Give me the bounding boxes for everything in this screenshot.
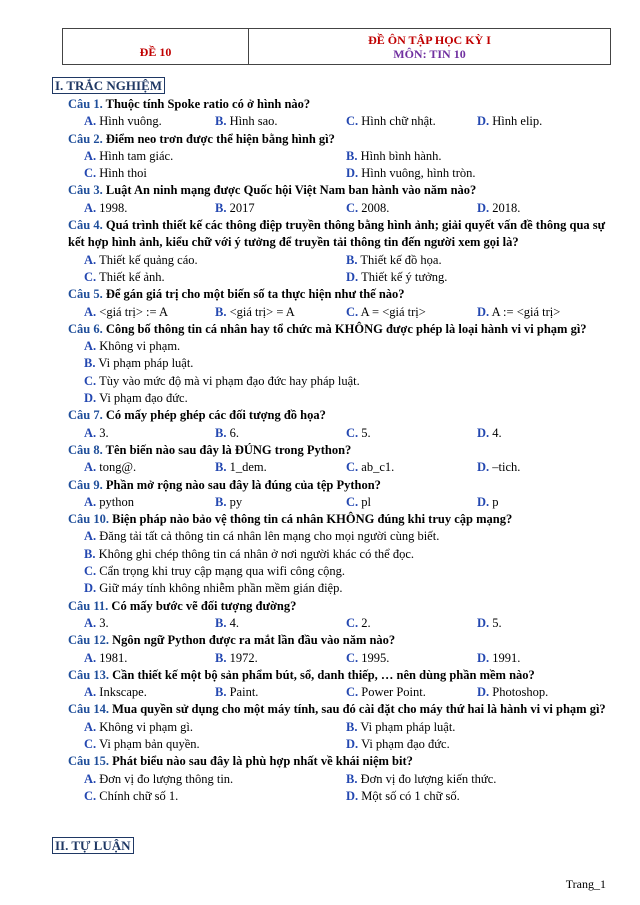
answer-option[interactable] <box>346 788 608 805</box>
answer-option[interactable] <box>84 338 608 355</box>
option-letter: D. <box>477 425 490 440</box>
answer-option[interactable] <box>346 615 477 632</box>
option-text: Đăng tải tất cả thông tin cá nhân lên mạng cho mọi người cùng biết. <box>99 529 440 544</box>
option-text: –tich. <box>492 460 521 475</box>
option-text: 4. <box>229 615 239 630</box>
answer-option[interactable] <box>346 304 477 321</box>
option-letter: B. <box>215 425 227 440</box>
option-text: 5. <box>361 425 371 440</box>
option-text: Chính chữ số 1. <box>99 788 179 803</box>
answer-option[interactable] <box>84 165 346 182</box>
option-letter: B. <box>346 771 358 786</box>
answer-option[interactable] <box>346 650 477 667</box>
option-letter: B. <box>215 304 227 319</box>
question-number: Câu 11. <box>68 598 109 613</box>
option-text: Thiết kế ý tưởng. <box>361 269 448 284</box>
option-letter: C. <box>346 200 359 215</box>
question-text: Điểm neo trơn được thể hiện bằng hình gì? <box>105 131 335 146</box>
answer-row <box>68 148 608 165</box>
option-text: Thiết kế ảnh. <box>99 269 165 284</box>
answer-option[interactable] <box>84 580 608 597</box>
answer-option[interactable] <box>215 200 346 217</box>
option-letter: B. <box>346 252 358 267</box>
option-letter: B. <box>346 148 358 163</box>
answer-row <box>68 580 608 597</box>
option-letter: D. <box>346 736 359 751</box>
exam-title: ĐỀ ÔN TẬP HỌC KỲ I <box>368 32 491 47</box>
option-text: tong@. <box>99 460 137 475</box>
option-text: 2018. <box>492 200 521 215</box>
option-letter: B. <box>215 494 227 509</box>
option-letter: B. <box>84 546 96 561</box>
answer-option[interactable] <box>477 494 608 511</box>
answer-row <box>68 788 608 805</box>
option-text: Paint. <box>229 685 259 700</box>
question-number: Câu 4. <box>68 218 103 233</box>
option-letter: D. <box>477 615 490 630</box>
option-letter: D. <box>477 460 490 475</box>
exam-code: ĐỀ 10 <box>63 29 249 64</box>
question-stem <box>68 321 608 338</box>
option-letter: C. <box>346 650 359 665</box>
option-text: Hình sao. <box>229 114 278 129</box>
answer-option[interactable] <box>215 459 346 476</box>
answer-row <box>68 494 608 511</box>
answer-option[interactable] <box>84 269 346 286</box>
option-letter: A. <box>84 252 97 267</box>
answer-option[interactable] <box>346 736 608 753</box>
option-text: Vi phạm bản quyền. <box>99 736 200 751</box>
answer-option[interactable] <box>215 650 346 667</box>
option-letter: A. <box>84 148 97 163</box>
option-text: Hình vuông, hình tròn. <box>361 166 476 181</box>
option-text: 1_dem. <box>229 460 267 475</box>
answer-option[interactable] <box>477 459 608 476</box>
question-text: Biện pháp nào bảo vệ thông tin cá nhân KHÔNG đúng khi truy cập mạng? <box>112 512 513 527</box>
option-text: 6. <box>229 425 239 440</box>
answer-option[interactable] <box>84 719 346 736</box>
question-text: Có mấy phép ghép các đối tượng đồ họa? <box>105 408 326 423</box>
question-text: Có mấy bước vẽ đối tượng đường? <box>111 598 297 613</box>
question-number: Câu 9. <box>68 477 103 492</box>
exam-subject: MÔN: TIN 10 <box>393 46 466 61</box>
answer-option[interactable] <box>84 200 215 217</box>
answer-option[interactable] <box>84 528 608 545</box>
answer-row <box>68 771 608 788</box>
answer-row <box>68 736 608 753</box>
question-number: Câu 8. <box>68 442 103 457</box>
option-text: ab_c1. <box>361 460 395 475</box>
answer-option[interactable] <box>84 771 346 788</box>
answer-option[interactable] <box>477 650 608 667</box>
page-number: Trang_1 <box>565 877 606 891</box>
option-text: Power Point. <box>361 685 426 700</box>
answer-option[interactable] <box>84 650 215 667</box>
question-number: Câu 1. <box>68 97 103 111</box>
option-letter: B. <box>215 114 227 129</box>
option-letter: C. <box>84 564 97 579</box>
question-text: Quá trình thiết kế các thông điệp truyền thông bằng hình ảnh; giải quyết vấn đề thông qua sự kết hợp hình ảnh, kiểu chữ với ý tưởng để truyền tải thông tin đến người xem gọi là? <box>68 218 606 250</box>
option-letter: D. <box>477 494 490 509</box>
answer-row <box>68 459 608 476</box>
option-letter: D. <box>346 269 359 284</box>
option-letter: C. <box>84 373 97 388</box>
option-letter: A. <box>84 339 97 354</box>
question-stem <box>68 701 608 718</box>
question-stem <box>68 511 608 528</box>
option-letter: A. <box>84 685 97 700</box>
question-stem <box>68 182 608 199</box>
answer-option[interactable] <box>346 771 608 788</box>
question-stem <box>68 407 608 424</box>
option-text: 3. <box>99 615 109 630</box>
answer-option[interactable] <box>84 546 608 563</box>
option-text: Hình chữ nhật. <box>361 114 436 129</box>
option-text: Vi phạm đạo đức. <box>99 391 188 406</box>
option-letter: C. <box>346 114 359 129</box>
answer-row <box>68 528 608 545</box>
answer-option[interactable] <box>346 252 608 269</box>
exam-title-block <box>249 29 610 64</box>
option-letter: C. <box>346 494 359 509</box>
answer-row <box>68 304 608 321</box>
answer-row <box>68 719 608 736</box>
question-stem <box>68 598 608 615</box>
option-letter: D. <box>477 650 490 665</box>
option-letter: B. <box>346 719 358 734</box>
answer-option[interactable] <box>346 719 608 736</box>
question-text: Luật An ninh mạng được Quốc hội Việt Nam ban hành vào năm nào? <box>105 183 477 198</box>
question-text: Thuộc tính Spoke ratio có ở hình nào? <box>105 97 311 111</box>
answer-row <box>68 355 608 372</box>
option-letter: A. <box>84 494 97 509</box>
question-number: Câu 10. <box>68 512 109 527</box>
answer-option[interactable] <box>477 615 608 632</box>
answer-option[interactable] <box>84 736 346 753</box>
answer-row <box>68 373 608 390</box>
answer-option[interactable] <box>84 563 608 580</box>
option-text: A = <giá trị> <box>360 304 426 319</box>
question-number: Câu 15. <box>68 754 109 769</box>
option-letter: D. <box>346 788 359 803</box>
answer-option[interactable] <box>84 148 346 165</box>
option-letter: B. <box>215 615 227 630</box>
answer-option[interactable] <box>84 615 215 632</box>
option-text: 2. <box>361 615 371 630</box>
option-text: <giá trị> := A <box>99 304 168 319</box>
answer-option[interactable] <box>477 200 608 217</box>
question-text: Phần mở rộng nào sau đây là đúng của tệp Python? <box>105 477 381 492</box>
answer-option[interactable] <box>215 304 346 321</box>
option-text: 1981. <box>99 650 128 665</box>
option-letter: D. <box>84 391 97 406</box>
option-text: Vi phạm pháp luật. <box>98 356 194 371</box>
answer-option[interactable] <box>84 373 608 390</box>
question-stem <box>68 217 608 252</box>
question-number: Câu 12. <box>68 633 109 648</box>
option-text: Vi phạm đạo đức. <box>361 736 450 751</box>
option-text: Không vi phạm. <box>99 339 181 354</box>
question-stem <box>68 667 608 684</box>
answer-row <box>68 338 608 355</box>
section-heading-essay: II. TỰ LUẬN <box>52 838 134 854</box>
answer-row <box>68 563 608 580</box>
option-letter: B. <box>215 200 227 215</box>
question-text: Để gán giá trị cho một biến số ta thực hiện như thế nào? <box>105 287 405 302</box>
exam-header-box <box>62 28 611 65</box>
option-text: Vi phạm pháp luật. <box>360 719 456 734</box>
answer-option[interactable] <box>346 459 477 476</box>
answer-option[interactable] <box>84 252 346 269</box>
option-letter: A. <box>84 114 97 129</box>
question-number: Câu 14. <box>68 702 109 717</box>
answer-option[interactable] <box>346 269 608 286</box>
option-text: 1995. <box>361 650 390 665</box>
question-number: Câu 3. <box>68 183 103 198</box>
answer-option[interactable] <box>346 494 477 511</box>
option-letter: A. <box>84 615 97 630</box>
option-text: 3. <box>99 425 109 440</box>
question-list <box>68 96 608 805</box>
option-text: 5. <box>492 615 502 630</box>
option-letter: A. <box>84 650 97 665</box>
answer-row <box>68 200 608 217</box>
option-letter: C. <box>346 460 359 475</box>
option-letter: D. <box>477 200 490 215</box>
answer-option[interactable] <box>215 113 346 130</box>
answer-option[interactable] <box>346 425 477 442</box>
option-letter: D. <box>477 114 490 129</box>
answer-option[interactable] <box>346 165 608 182</box>
option-letter: C. <box>346 615 359 630</box>
option-text: python <box>99 494 135 509</box>
question-stem <box>68 131 608 148</box>
option-text: <giá trị> = A <box>229 304 295 319</box>
question-text: Ngôn ngữ Python được ra mắt lần đầu vào năm nào? <box>112 633 396 648</box>
answer-option[interactable] <box>477 113 608 130</box>
answer-row <box>68 650 608 667</box>
question-stem <box>68 477 608 494</box>
option-letter: C. <box>84 269 97 284</box>
question-number: Câu 7. <box>68 408 103 423</box>
question-stem <box>68 632 608 649</box>
question-text: Tên biến nào sau đây là ĐÚNG trong Python? <box>105 442 352 457</box>
option-letter: A. <box>84 200 97 215</box>
option-text: Không ghi chép thông tin cá nhân ở nơi người khác có thể đọc. <box>98 546 415 561</box>
option-text: Hình vuông. <box>99 114 162 129</box>
option-text: p <box>492 494 499 509</box>
answer-option[interactable] <box>215 615 346 632</box>
option-letter: D. <box>346 166 359 181</box>
option-text: Giữ máy tính không nhiễm phần mềm gián điệp. <box>99 581 343 596</box>
question-text: Cần thiết kế một bộ sản phẩm bút, sổ, danh thiếp, … nên dùng phần mềm nào? <box>112 667 535 682</box>
option-letter: A. <box>84 425 97 440</box>
answer-option[interactable] <box>84 788 346 805</box>
option-letter: A. <box>84 460 97 475</box>
question-stem <box>68 286 608 303</box>
section-heading-multiple-choice: I. TRẮC NGHIỆM <box>52 78 165 94</box>
question-number: Câu 5. <box>68 287 103 302</box>
answer-row <box>68 165 608 182</box>
option-text: 1991. <box>492 650 521 665</box>
option-letter: B. <box>215 685 227 700</box>
question-number: Câu 6. <box>68 321 103 336</box>
option-letter: C. <box>346 685 359 700</box>
option-letter: C. <box>84 788 97 803</box>
option-text: A := <giá trị> <box>491 304 561 319</box>
answer-option[interactable] <box>346 113 477 130</box>
option-text: Hình thoi <box>99 166 147 181</box>
option-letter: D. <box>84 581 97 596</box>
question-stem <box>68 96 608 113</box>
answer-option[interactable] <box>477 684 608 701</box>
answer-option[interactable] <box>84 684 215 701</box>
question-number: Câu 13. <box>68 667 109 682</box>
option-text: 1972. <box>229 650 258 665</box>
answer-option[interactable] <box>215 425 346 442</box>
answer-option[interactable] <box>346 684 477 701</box>
option-letter: A. <box>84 304 97 319</box>
option-text: Thiết kế đồ họa. <box>360 252 442 267</box>
answer-option[interactable] <box>215 684 346 701</box>
answer-option[interactable] <box>84 390 608 407</box>
option-letter: D. <box>477 304 490 319</box>
question-number: Câu 2. <box>68 131 103 146</box>
answer-row <box>68 269 608 286</box>
option-text: 4. <box>492 425 502 440</box>
option-letter: C. <box>346 304 359 319</box>
option-letter: A. <box>84 771 97 786</box>
option-letter: D. <box>477 685 490 700</box>
answer-option[interactable] <box>477 425 608 442</box>
option-letter: B. <box>84 356 96 371</box>
answer-option[interactable] <box>84 355 608 372</box>
question-stem <box>68 442 608 459</box>
question-text: Mua quyền sử dụng cho một máy tính, sau đó cài đặt cho máy thứ hai là hành vi vi phạm gì? <box>112 702 606 717</box>
option-letter: C. <box>84 166 97 181</box>
answer-option[interactable] <box>84 425 215 442</box>
question-stem <box>68 753 608 770</box>
answer-option[interactable] <box>84 494 215 511</box>
option-text: pl <box>361 494 372 509</box>
option-letter: B. <box>215 650 227 665</box>
answer-option[interactable] <box>84 304 215 321</box>
option-text: 1998. <box>99 200 128 215</box>
option-text: 2017 <box>229 200 255 215</box>
answer-row <box>68 546 608 563</box>
option-text: Hình tam giác. <box>99 148 174 163</box>
answer-row <box>68 252 608 269</box>
answer-row <box>68 684 608 701</box>
answer-option[interactable] <box>477 304 608 321</box>
option-text: Thiết kế quảng cáo. <box>99 252 198 267</box>
answer-option[interactable] <box>215 494 346 511</box>
answer-option[interactable] <box>84 113 215 130</box>
option-letter: C. <box>346 425 359 440</box>
option-text: Đơn vị đo lượng thông tin. <box>99 771 234 786</box>
option-text: Inkscape. <box>99 685 147 700</box>
option-text: Cẩn trọng khi truy cập mạng qua wifi công cộng. <box>99 564 346 579</box>
option-text: Photoshop. <box>492 685 549 700</box>
option-text: Không vi phạm gì. <box>99 719 194 734</box>
question-text: Công bố thông tin cá nhân hay tổ chức mà KHÔNG được phép là loại hành vi vi phạm gì? <box>105 321 587 336</box>
answer-row <box>68 390 608 407</box>
answer-row <box>68 113 608 130</box>
option-text: Một số có 1 chữ số. <box>361 788 460 803</box>
answer-row <box>68 425 608 442</box>
answer-option[interactable] <box>84 459 215 476</box>
answer-row <box>68 615 608 632</box>
answer-option[interactable] <box>346 148 608 165</box>
option-text: Hình bình hành. <box>360 148 442 163</box>
option-letter: A. <box>84 719 97 734</box>
option-text: Hình elip. <box>492 114 543 129</box>
question-text: Phát biểu nào sau đây là phù hợp nhất về khái niệm bit? <box>112 754 413 769</box>
option-text: Đơn vị đo lượng kiến thức. <box>360 771 497 786</box>
option-text: Tùy vào mức độ mà vi phạm đạo đức hay pháp luật. <box>99 373 360 388</box>
option-letter: C. <box>84 736 97 751</box>
option-letter: A. <box>84 529 97 544</box>
option-text: 2008. <box>361 200 390 215</box>
option-letter: B. <box>215 460 227 475</box>
answer-option[interactable] <box>346 200 477 217</box>
option-text: py <box>229 494 243 509</box>
